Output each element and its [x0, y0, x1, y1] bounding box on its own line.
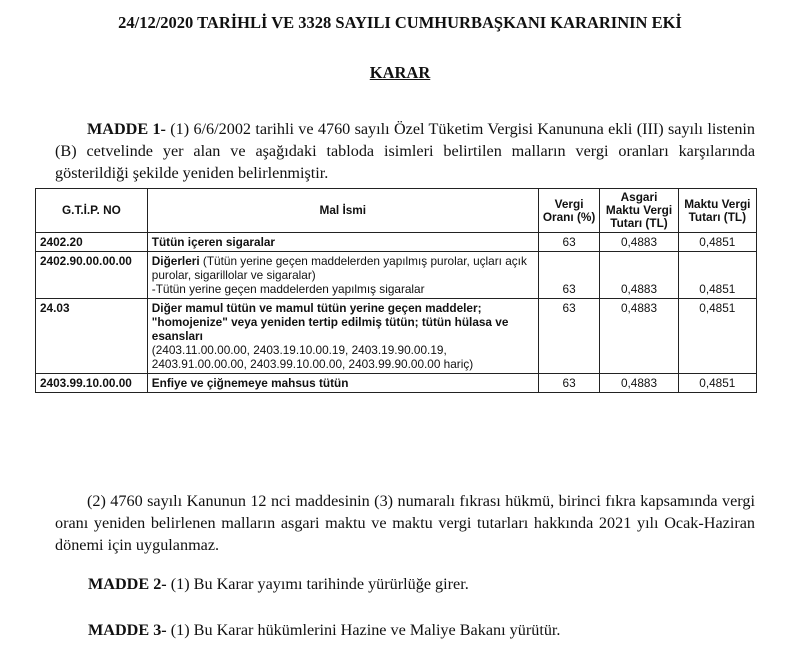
table-row [36, 299, 757, 374]
row-mal-ismi [147, 374, 538, 393]
row-oran: 63 [538, 252, 600, 299]
row-gtip: 2403.99.10.00.00 [36, 374, 148, 393]
document-subtitle: KARAR [369, 63, 431, 82]
madde-3-paragraph [88, 619, 758, 641]
madde-3-text: (1) Bu Karar hükümlerini Hazine ve Maliye Bakanı yürütür. [166, 621, 561, 639]
table-row [36, 252, 757, 299]
row-mal-bold: Diğerleri [151, 254, 200, 268]
header-vergi-orani: Vergi Oranı (%) [538, 189, 600, 233]
madde-2-label: MADDE 2- [88, 575, 167, 593]
row-gtip: 24.03 [36, 299, 148, 374]
madde-1-label: MADDE 1- [87, 120, 166, 138]
row-mal-ismi [147, 233, 538, 252]
header-maktu-vergi: Maktu Vergi Tutarı (TL) [678, 189, 756, 233]
row-gtip: 2402.20 [36, 233, 148, 252]
madde-1-paragraph [55, 118, 755, 184]
row-maktu: 0,4851 [678, 299, 756, 374]
row-mal-extra: -Tütün yerine geçen maddelerden yapılmış sigaralar [151, 282, 425, 296]
madde-2-paragraph [88, 573, 758, 595]
row-mal-bold: Tütün içeren sigaralar [151, 235, 276, 249]
row-asgari: 0,4883 [600, 233, 678, 252]
madde-1-p2-text: (2) 4760 sayılı Kanunun 12 nci maddesinin (3) numaralı fıkrası hükmü, birinci fıkra kapsamında vergi oranı yeniden belirlenen malların asgari maktu ve maktu vergi tutarları hakkında 2021 yılı Ocak-Haziran dönemi için uygulanmaz. [55, 492, 755, 554]
tax-rate-table [35, 188, 757, 393]
row-oran: 63 [538, 299, 600, 374]
row-mal-bold: Enfiye ve çiğnemeye mahsus tütün [151, 376, 349, 390]
row-mal-ismi [147, 299, 538, 374]
row-gtip: 2402.90.00.00.00 [36, 252, 148, 299]
table-row [36, 233, 757, 252]
madde-3-label: MADDE 3- [88, 621, 167, 639]
header-asgari-maktu: Asgari Maktu Vergi Tutarı (TL) [600, 189, 678, 233]
row-oran: 63 [538, 374, 600, 393]
row-mal-ismi [147, 252, 538, 299]
header-gtip: G.T.İ.P. NO [36, 189, 148, 233]
table-row [36, 374, 757, 393]
header-mal-ismi: Mal İsmi [147, 189, 538, 233]
row-maktu: 0,4851 [678, 252, 756, 299]
madde-1-text: (1) 6/6/2002 tarihli ve 4760 sayılı Özel Tüketim Vergisi Kanununa ekli (III) sayılı listenin (B) cetvelinde yer alan ve aşağıdaki tabloda isimleri belirtilen malların vergi oranları karşılarında gösterildiği şekilde yeniden belirlenmiştir. [55, 120, 755, 182]
document-title: 24/12/2020 TARİHLİ VE 3328 SAYILI CUMHURBAŞKANI KARARININ EKİ [118, 13, 682, 32]
row-maktu: 0,4851 [678, 374, 756, 393]
row-asgari: 0,4883 [600, 299, 678, 374]
row-mal-bold: Diğer mamul tütün ve mamul tütün yerine geçen maddeler; "homojenize" veya yeniden tertip edilmiş tütün; tütün hülasa ve esansları [151, 301, 509, 343]
row-mal-rest: (Tütün yerine geçen maddelerden yapılmış purolar, uçları açık purolar, sigarillolar ve sigaralar) [151, 254, 527, 282]
row-maktu: 0,4851 [678, 233, 756, 252]
madde-1-paragraph-2 [55, 490, 755, 556]
madde-2-text: (1) Bu Karar yayımı tarihinde yürürlüğe girer. [166, 575, 469, 593]
row-mal-extra: (2403.11.00.00.00, 2403.19.10.00.19, 2403.19.90.00.19, 2403.91.00.00.00, 2403.99.10.00.00, 2403.99.90.00.00 hariç) [151, 343, 474, 371]
table-header-row [36, 189, 757, 233]
row-oran: 63 [538, 233, 600, 252]
row-asgari: 0,4883 [600, 374, 678, 393]
row-asgari: 0,4883 [600, 252, 678, 299]
